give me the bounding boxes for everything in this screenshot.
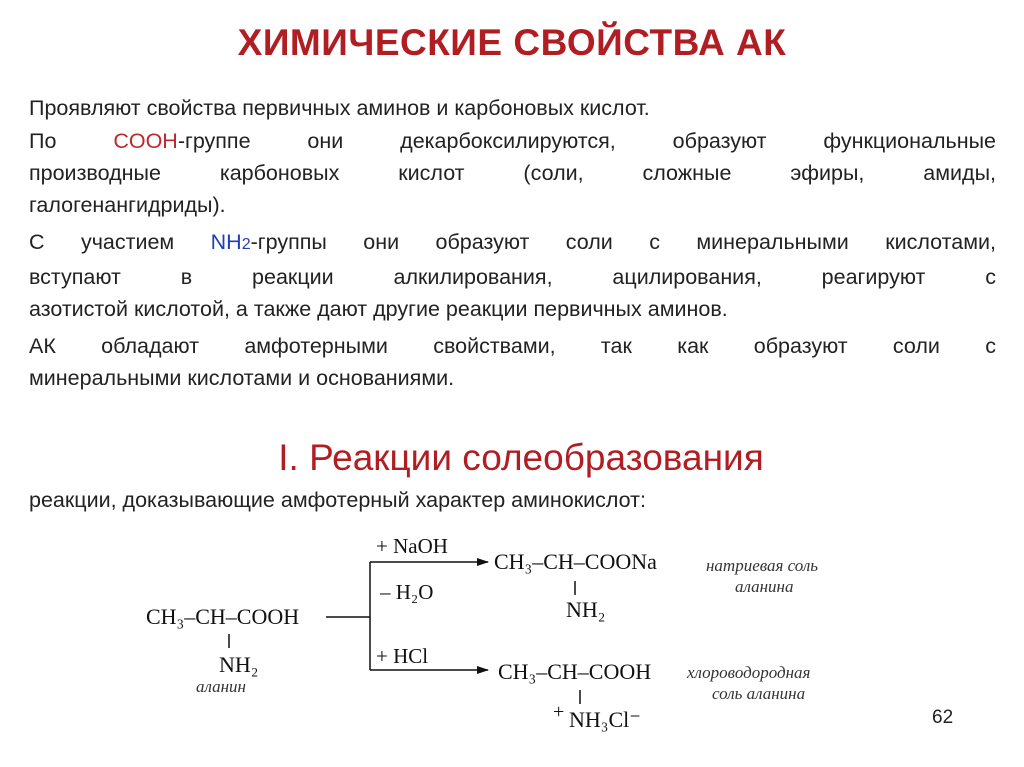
- paragraph-1-line: Проявляют свойства первичных аминов и карбоновых кислот.: [29, 96, 650, 120]
- cooh-highlight: COOH: [113, 129, 178, 153]
- reactant-amino-group: NH₂: [219, 652, 259, 677]
- paragraph-2-line-2: производные карбоновых кислот (соли, сложные эфиры, амиды,: [29, 161, 996, 185]
- upper-product-formula: CH₃–CH–COONa: [494, 549, 657, 574]
- nh-subscript: 2: [241, 236, 251, 253]
- paragraph-2-line-3: галогенангидриды).: [29, 193, 226, 217]
- upper-byproduct: – H₂O: [380, 580, 434, 604]
- reactant-name: аланин: [196, 677, 246, 696]
- paragraph-4-line-2: минеральными кислотами и основаниями.: [29, 366, 455, 390]
- lower-product-charge: +: [553, 701, 565, 723]
- paragraph-3-line-3: азотистой кислотой, а также дают другие реакции первичных аминов.: [29, 297, 728, 321]
- lower-product-name-line-2: соль аланина: [712, 684, 806, 703]
- upper-product-name-line-1: натриевая соль: [706, 556, 819, 575]
- upper-product-amino-group: NH₂: [566, 597, 606, 622]
- section-subtitle: реакции, доказывающие амфотерный характер аминокислот:: [29, 488, 646, 512]
- slide-title: ХИМИЧЕСКИЕ СВОЙСТВА АК: [237, 22, 787, 63]
- lower-product-name-line-1: хлороводородная: [687, 663, 811, 682]
- nh-text: NH: [210, 230, 242, 254]
- lower-product-ammonium-group: NH₃Cl⁻: [569, 707, 641, 732]
- upper-reagent: + NaOH: [376, 534, 448, 558]
- reactant-formula: CH₃–CH–COOH: [146, 604, 300, 629]
- text-fragment: -группы они образуют соли с минеральными кислотами,: [250, 230, 996, 254]
- paragraph-4-line-1: АК обладают амфотерными свойствами, так как образуют соли с: [29, 334, 996, 358]
- section-title: I. Реакции солеобразования: [278, 437, 764, 478]
- text-fragment: С участием: [29, 230, 211, 254]
- page-number: 62: [932, 707, 954, 728]
- text-fragment: -группе они декарбоксилируются, образуют функциональные: [177, 129, 996, 153]
- lower-reagent: + HCl: [376, 644, 429, 668]
- upper-product-name-line-2: аланина: [735, 577, 794, 596]
- lower-product-formula: CH₃–CH–COOH: [498, 659, 652, 684]
- text-fragment: По: [29, 129, 114, 153]
- paragraph-3-line-2: вступают в реакции алкилирования, ацилирования, реагируют с: [29, 265, 996, 289]
